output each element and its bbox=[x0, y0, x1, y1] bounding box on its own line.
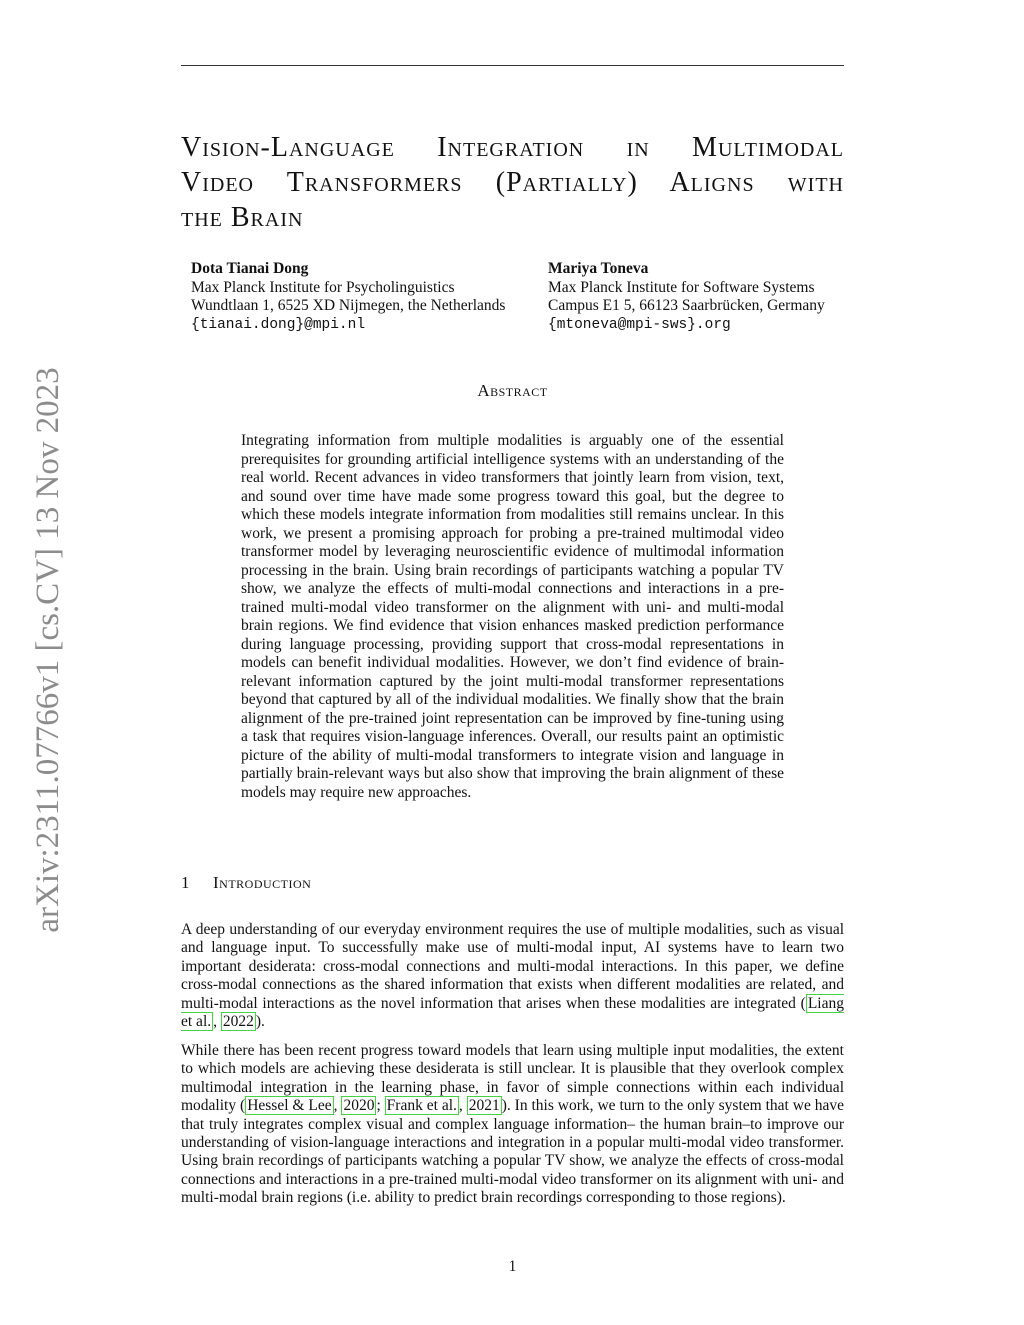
paragraph-text: While there has been recent progress toward models that learn using multiple input modalities, the extent to which models are achieving these desiderata is still unclear. It is plausible that they overlook complex multimodal integration in the learning phase, in favor of simple connections within each individual modality ( bbox=[181, 1042, 844, 1115]
intro-paragraph-1 bbox=[181, 921, 844, 1031]
author-affiliation: Max Planck Institute for Psycholinguistics bbox=[191, 278, 455, 296]
citation-link[interactable]: Hessel & Lee bbox=[247, 1097, 332, 1115]
citation-separator: , bbox=[458, 1097, 467, 1115]
title-line-1: Vision-Language Integration in Multimodal bbox=[181, 132, 844, 163]
citation-year-link[interactable]: 2021 bbox=[468, 1097, 500, 1115]
author-email[interactable]: {tianai.dong}@mpi.nl bbox=[191, 316, 366, 333]
section-number: 1 bbox=[181, 873, 190, 892]
author-block-2 bbox=[548, 260, 825, 334]
citation-link[interactable]: Frank et al. bbox=[386, 1097, 457, 1115]
section-heading-introduction bbox=[181, 873, 311, 893]
author-address: Campus E1 5, 66123 Saarbrücken, Germany bbox=[548, 297, 825, 314]
author-email[interactable]: {mtoneva@mpi-sws}.org bbox=[548, 316, 731, 333]
author-address: Wundtlaan 1, 6525 XD Nijmegen, the Netherlands bbox=[191, 297, 506, 314]
title-line-2: Video Transformers (Partially) Aligns with bbox=[181, 167, 844, 198]
abstract-text: Integrating information from multiple modalities is arguably one of the essential prerequisites for grounding artificial intelligence systems with an understanding of the real world. Recent advances in video transformers that jointly learn from vision, text, and sound over time have made some progress toward this goal, but the degree to which these models integrate information from modalities still remains unclear. In this work, we present a promising approach for probing a pre-trained multimodal video transformer model by leveraging neuroscientific evidence of multimodal information processing in the brain. Using brain recordings of participants watching a popular TV show, we analyze the effects of multi-modal connections and interactions in a pre-trained multi-modal video transformer on the alignment with uni- and multi-modal brain regions. We find evidence that vision enhances masked prediction performance during language processing, providing support that cross-modal representations in models can benefit individual modalities. However, we don’t find evidence of brain-relevant information captured by the joint multi-modal transformer representations beyond that captured by all of the individual modalities. We finally show that the brain alignment of the pre-trained joint representation can be improved by fine-tuning using a task that requires vision-language inferences. Overall, our results paint an optimistic picture of the ability of multi-modal transformers to integrate vision and language in partially brain-relevant ways but also show that improving the brain alignment of these models may require new approaches. bbox=[241, 432, 784, 801]
page-number: 1 bbox=[508, 1258, 517, 1275]
citation-year-link[interactable]: 2020 bbox=[343, 1097, 375, 1115]
citation-year-link[interactable]: 2022 bbox=[222, 1013, 254, 1031]
paper-title bbox=[181, 130, 844, 235]
paragraph-text: ). In this work, we turn to the only system that we have that truly integrates complex visual and complex language information– the human brain–to improve our understanding of vision-language interactions and integration in a popular multi-modal video transformer. Using brain recordings of participants watching a popular TV show, we analyze the effects of cross-modal connections and interactions in a pre-trained multi-modal video transformer on its alignment with uni- and multi-modal brain regions (i.e. ability to predict brain recordings corresponding to those regions). bbox=[181, 1097, 845, 1207]
header-rule bbox=[181, 65, 844, 66]
paragraph-text: A deep understanding of our everyday environment requires the use of multiple modalities, such as visual and language input. To successfully make use of multi-modal input, AI systems have to learn two important desiderata: cross-modal connections and multi-modal interactions. In this paper, we define cross-modal connections as the shared information that exists when different modalities are related, and multi-modal interactions as the novel information that arises when these modalities are integrated ( bbox=[181, 921, 844, 1012]
section-title: Introduction bbox=[213, 873, 312, 892]
author-affiliation: Max Planck Institute for Software Systems bbox=[548, 278, 815, 296]
paragraph-text: ). bbox=[255, 1013, 265, 1031]
title-line-3: the Brain bbox=[181, 202, 304, 233]
author-name: Dota Tianai Dong bbox=[191, 260, 309, 277]
citation-link[interactable]: Liang et al. bbox=[181, 994, 844, 1031]
citation-separator: ; bbox=[376, 1097, 385, 1115]
author-block-1 bbox=[191, 260, 505, 334]
citation-separator: , bbox=[213, 1013, 221, 1031]
intro-paragraph-2 bbox=[181, 1042, 844, 1208]
author-name: Mariya Toneva bbox=[548, 260, 649, 277]
arxiv-side-stamp: arXiv:2311.07766v1 [cs.CV] 13 Nov 2023 bbox=[30, 367, 66, 933]
abstract-heading: Abstract bbox=[477, 381, 548, 400]
citation-separator: , bbox=[333, 1097, 342, 1115]
